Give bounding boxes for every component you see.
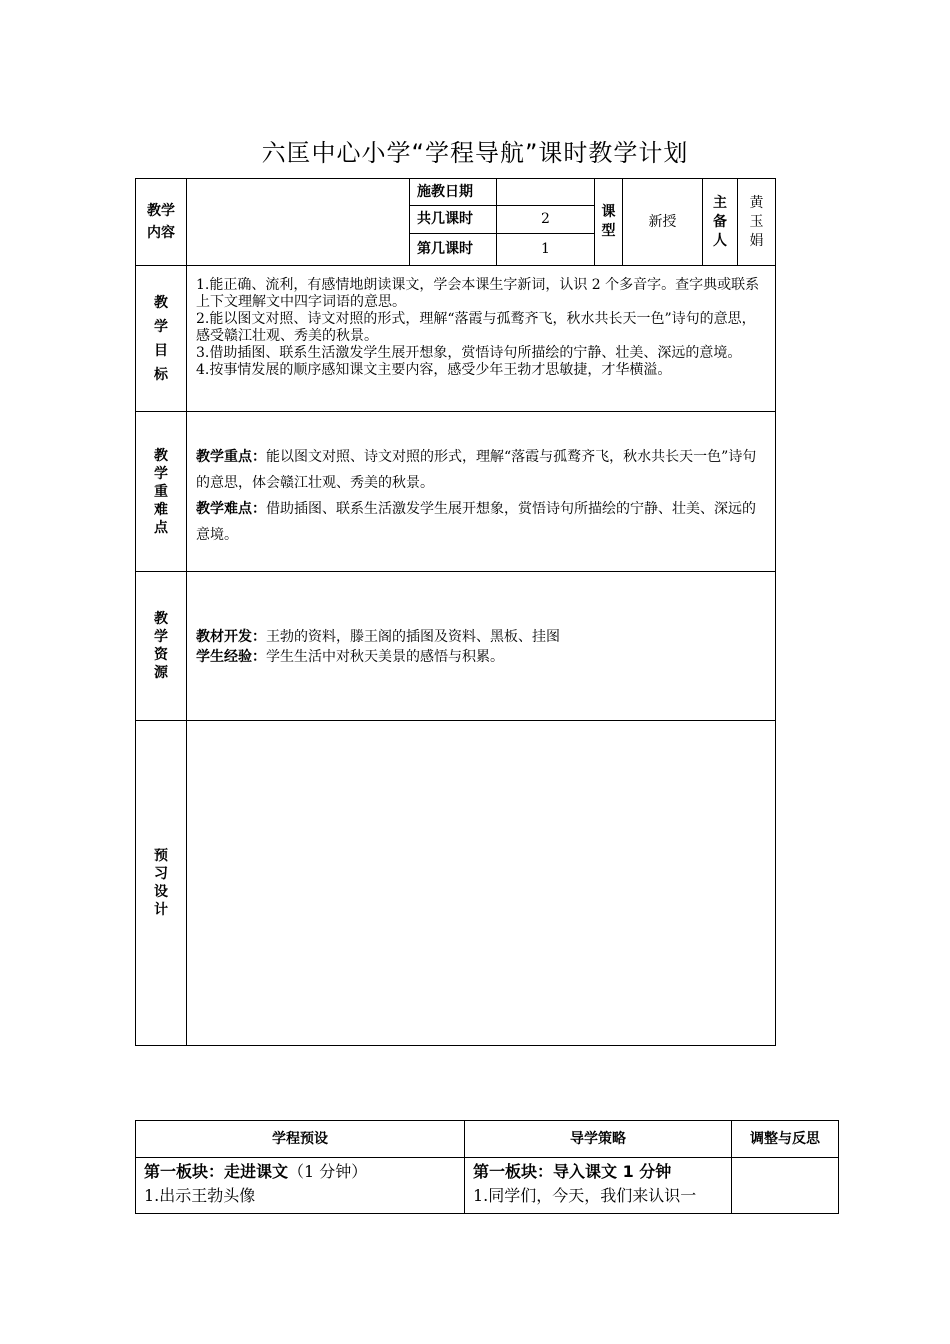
content-value-cell	[187, 179, 409, 265]
col3-body	[732, 1158, 838, 1213]
difficulty-label: 教学难点：	[196, 501, 266, 517]
goals-content	[187, 266, 775, 411]
col1-body	[136, 1158, 464, 1213]
goal-item: 3.借助插图、联系生活激发学生展开想象，赏悟诗句所描绘的宁静、壮美、深远的意境。	[196, 345, 742, 361]
host-value: 黄玉娟	[749, 194, 764, 249]
experience-label: 学生经验：	[196, 649, 266, 665]
material-label: 教材开发：	[196, 629, 266, 645]
key-points-label: 教学重难点	[154, 447, 168, 536]
col3-header: 调整与反思	[750, 1130, 820, 1147]
preview-label-cell	[136, 721, 186, 1045]
key-points-label-cell	[136, 412, 186, 571]
difficulty-text: 借助插图、联系生活激发学生展开想象，赏悟诗句所描绘的宁静、壮美、深远的意境。	[196, 501, 756, 543]
material-text: 王勃的资料，滕王阁的插图及资料、黑板、挂图	[266, 629, 560, 645]
col1-header: 学程预设	[272, 1130, 328, 1147]
material-paragraph	[196, 627, 767, 647]
lesson-type-value: 新授	[648, 213, 677, 230]
resources-label-cell	[136, 572, 186, 720]
table-border-bottom	[135, 1045, 776, 1046]
col2-line: 1.同学们，今天，我们来认识一	[473, 1186, 697, 1205]
key-points-content	[187, 412, 775, 571]
goals-label: 教学目标	[154, 294, 168, 383]
col1-block-title: 第一板块：走进课文	[144, 1162, 289, 1181]
focus-text: 能以图文对照、诗文对照的形式，理解“落霞与孤鹜齐飞，秋水共长天一色”诗句的意思，体会赣江壮观、秀美的秋景。	[196, 449, 757, 491]
table-border-right	[838, 1120, 839, 1214]
preview-label: 预习设计	[154, 848, 168, 918]
preview-content	[187, 721, 775, 1045]
page-title: 六匡中心小学“学程导航”课时教学计划	[261, 139, 689, 167]
goal-item: 4.按事情发展的顺序感知课文主要内容，感受少年王勃才思敏捷，才华横溢。	[196, 362, 672, 378]
lesson-type-label: 课型	[601, 204, 616, 239]
focus-label: 教学重点：	[196, 449, 266, 465]
col2-header: 导学策略	[570, 1130, 626, 1147]
col2-body	[465, 1158, 731, 1213]
experience-paragraph	[196, 647, 767, 667]
col1-block-time: （1 分钟）	[288, 1162, 368, 1181]
total-lessons-label: 共几课时	[417, 211, 473, 227]
host-label: 主备人	[713, 194, 727, 249]
resources-label: 教学资源	[154, 611, 168, 681]
goal-item: 2.能以图文对照、诗文对照的形式，理解“落霞与孤鹜齐飞，秋水共长天一色”诗句的意思，感受赣江壮观、秀美的秋景。	[196, 311, 756, 344]
content-label: 教学内容	[147, 203, 175, 241]
lesson-number-label: 第几课时	[417, 241, 473, 257]
content-label-cell	[136, 179, 186, 265]
total-lessons-value: 2	[541, 211, 550, 227]
goals-label-cell	[136, 266, 186, 411]
difficulty-paragraph	[196, 496, 767, 548]
table-border-right	[775, 178, 776, 1046]
col1-block-heading	[144, 1160, 464, 1184]
col2-block-title: 第一板块：导入课文 1 分钟	[473, 1162, 672, 1181]
lesson-type-label-cell	[595, 179, 622, 265]
host-label-cell	[703, 179, 737, 265]
host-value-cell	[738, 179, 775, 265]
date-label: 施教日期	[417, 184, 473, 200]
col1-line: 1.出示王勃头像	[144, 1186, 256, 1205]
goal-item: 1.能正确、流利，有感情地朗读课文，学会本课生字新词，认识 2 个多音字。查字典或联系上下文理解文中四字词语的意思。	[196, 277, 760, 310]
experience-text: 学生生活中对秋天美景的感悟与积累。	[266, 649, 504, 665]
resources-content	[187, 572, 775, 720]
focus-paragraph	[196, 444, 767, 496]
date-value	[497, 179, 594, 205]
table-border-bottom	[135, 1213, 839, 1214]
lesson-number-value: 1	[541, 241, 550, 257]
